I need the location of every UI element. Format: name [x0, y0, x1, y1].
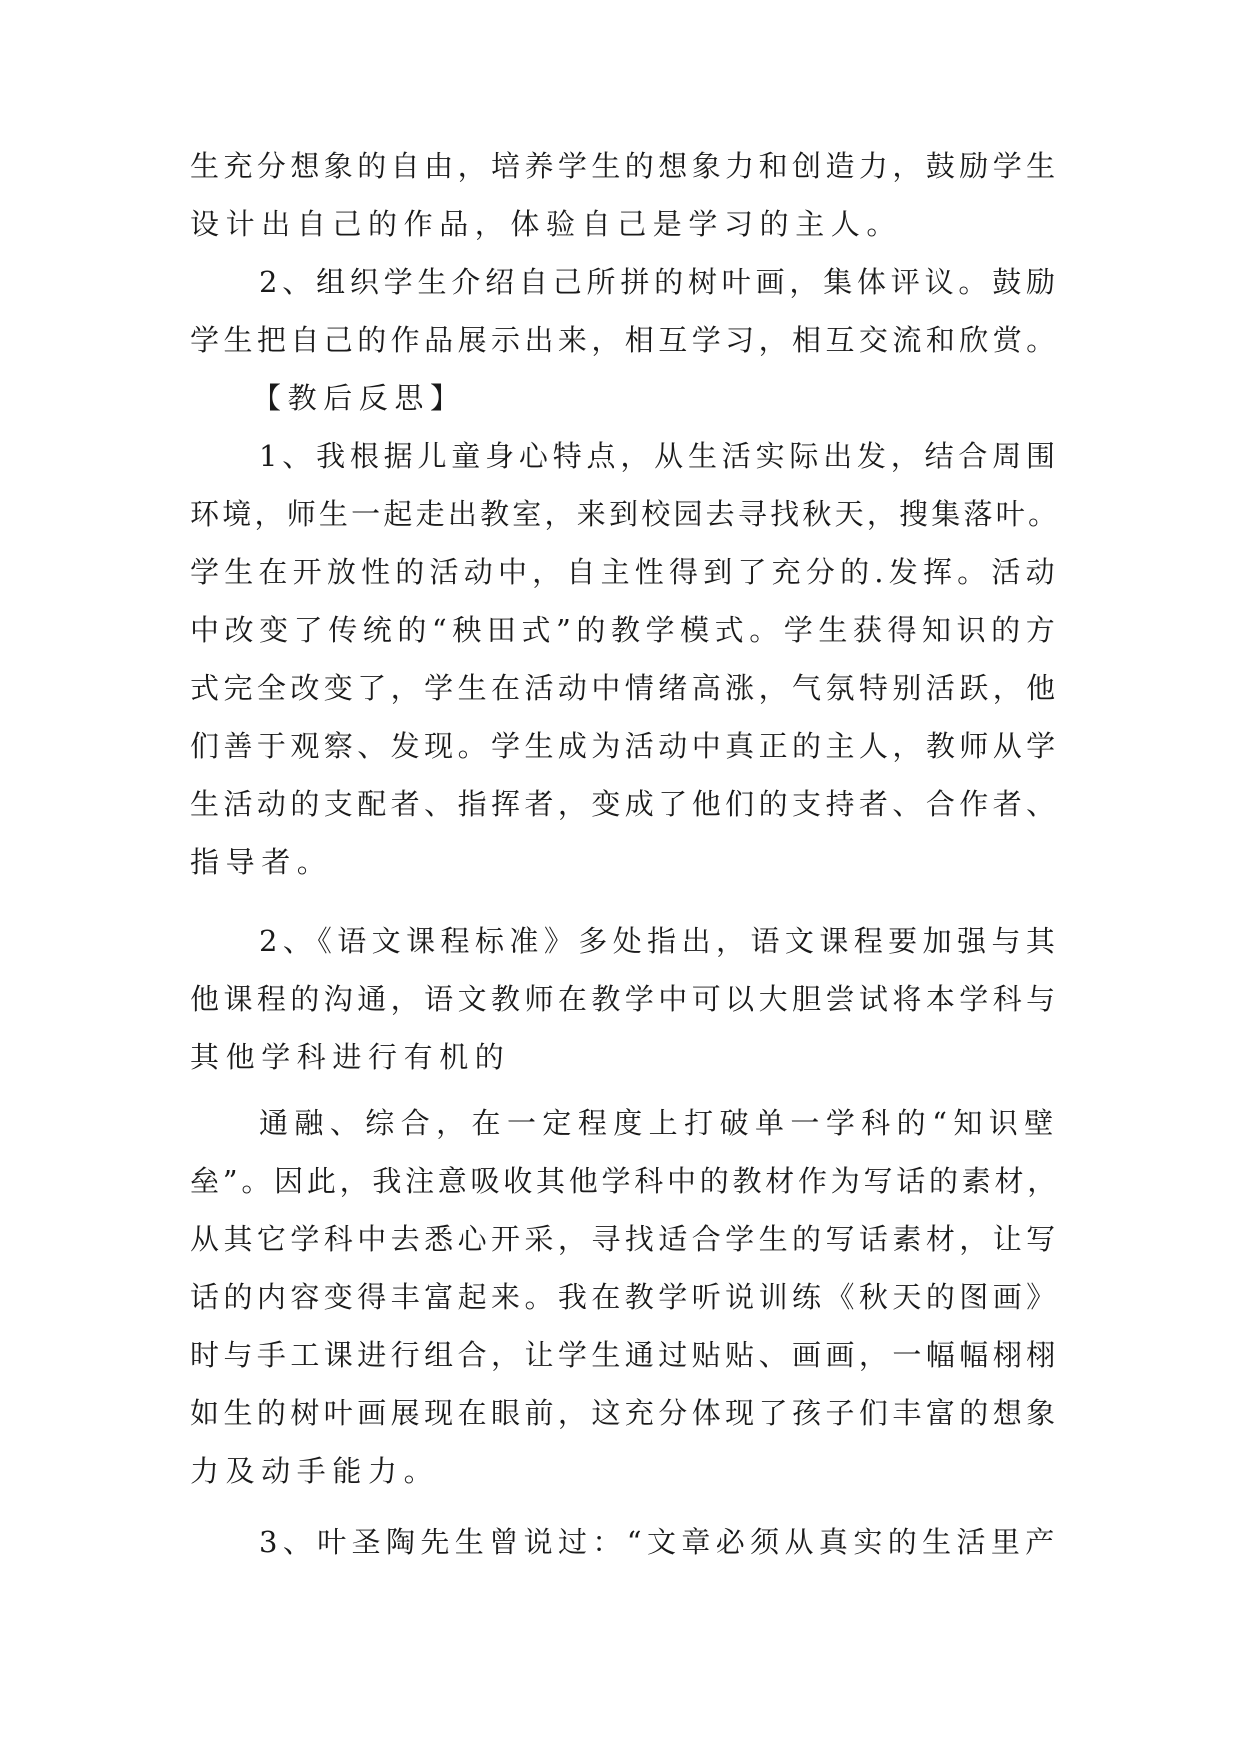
- text-line: 时与手工课进行组合，让学生通过贴贴、画画，一幅幅栩栩: [190, 1338, 1060, 1372]
- text-line: 垒”。因此，我注意吸收其他学科中的教材作为写话的素材，: [190, 1164, 1061, 1198]
- text-line: 式完全改变了，学生在活动中情绪高涨，气氛特别活跃，他: [190, 671, 1060, 705]
- text-line: 如生的树叶画展现在眼前，这充分体现了孩子们丰富的想象: [190, 1396, 1060, 1430]
- paragraph-first-line: 通融、综合，在一定程度上打破单一学科的“知识壁: [259, 1106, 1060, 1140]
- text-line: 生充分想象的自由，培养学生的想象力和创造力，鼓励学生: [190, 149, 1060, 183]
- text-line: 中改变了传统的“秧田式”的教学模式。学生获得知识的方: [190, 613, 1061, 647]
- text-line: 指导者。: [190, 845, 333, 879]
- section-heading: 【教后反思】: [252, 381, 466, 415]
- paragraph-first-line: 3、叶圣陶先生曾说过：“文章必须从真实的生活里产: [259, 1525, 1060, 1559]
- text-line: 学生把自己的作品展示出来，相互学习，相互交流和欣赏。: [190, 323, 1060, 357]
- text-line: 从其它学科中去悉心开采，寻找适合学生的写话素材，让写: [190, 1222, 1060, 1256]
- text-line: 其他学科进行有机的: [190, 1040, 511, 1074]
- text-line: 设计出自己的作品，体验自己是学习的主人。: [190, 207, 903, 241]
- text-line: 学生在开放性的活动中，自主性得到了充分的.发挥。活动: [190, 555, 1060, 589]
- text-line: 环境，师生一起走出教室，来到校园去寻找秋天，搜集落叶。: [190, 497, 1061, 531]
- paragraph-first-line: 2、组织学生介绍自己所拼的树叶画，集体评议。鼓励: [259, 265, 1060, 299]
- text-line: 他课程的沟通，语文教师在教学中可以大胆尝试将本学科与: [190, 982, 1060, 1016]
- paragraph-first-line: 2、《语文课程标准》多处指出，语文课程要加强与其: [259, 924, 1061, 958]
- text-line: 话的内容变得丰富起来。我在教学听说训练《秋天的图画》: [190, 1280, 1060, 1314]
- text-line: 生活动的支配者、指挥者，变成了他们的支持者、合作者、: [190, 787, 1060, 821]
- text-line: 力及动手能力。: [190, 1454, 440, 1488]
- text-line: 们善于观察、发现。学生成为活动中真正的主人，教师从学: [190, 729, 1060, 763]
- paragraph-first-line: 1、我根据儿童身心特点，从生活实际出发，结合周围: [259, 439, 1060, 473]
